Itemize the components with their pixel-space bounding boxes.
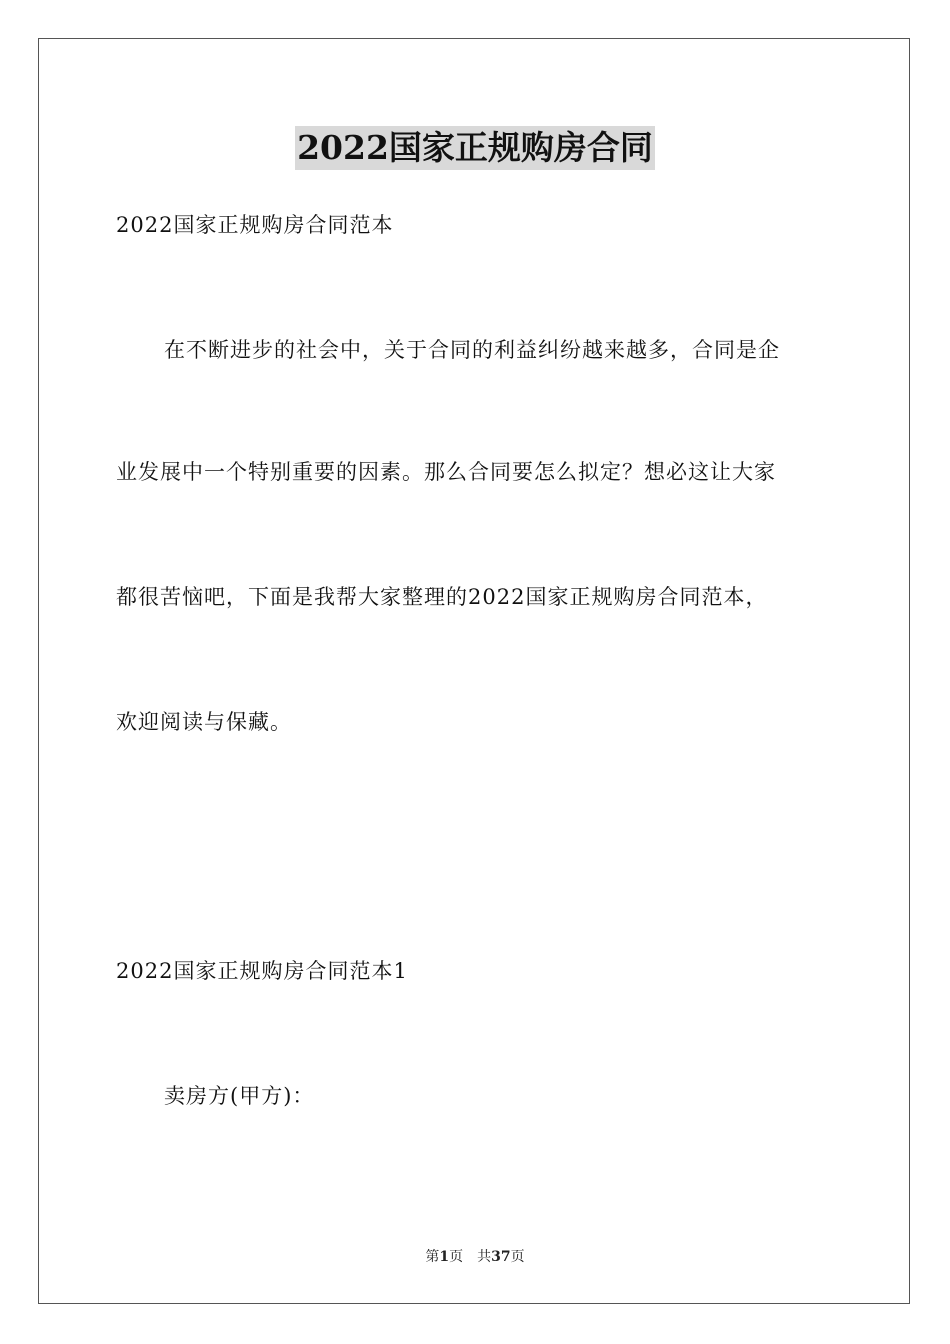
total-pages: 37 bbox=[491, 1249, 511, 1265]
document-title-text: 2022国家正规购房合同 bbox=[295, 126, 655, 170]
total-suffix: 页 bbox=[510, 1249, 525, 1265]
document-title bbox=[0, 126, 950, 170]
total-prefix: 共 bbox=[477, 1249, 492, 1265]
intro-line-2: 业发展中一个特别重要的因素。那么合同要怎么拟定？想必这让大家 bbox=[116, 460, 776, 484]
seller-label: 卖房方(甲方)： bbox=[164, 1084, 315, 1108]
section-heading: 2022国家正规购房合同范本1 bbox=[116, 959, 408, 983]
intro-line-4: 欢迎阅读与保藏。 bbox=[116, 710, 292, 734]
page-footer bbox=[0, 1247, 950, 1267]
page-suffix: 页 bbox=[449, 1249, 464, 1265]
document-subtitle: 2022国家正规购房合同范本 bbox=[116, 213, 394, 237]
intro-line-3: 都很苦恼吧，下面是我帮大家整理的2022国家正规购房合同范本， bbox=[116, 585, 768, 609]
page-number: 1 bbox=[439, 1249, 450, 1265]
intro-line-1: 在不断进步的社会中，关于合同的利益纠纷越来越多，合同是企 bbox=[164, 338, 780, 362]
page-prefix: 第 bbox=[425, 1249, 440, 1265]
